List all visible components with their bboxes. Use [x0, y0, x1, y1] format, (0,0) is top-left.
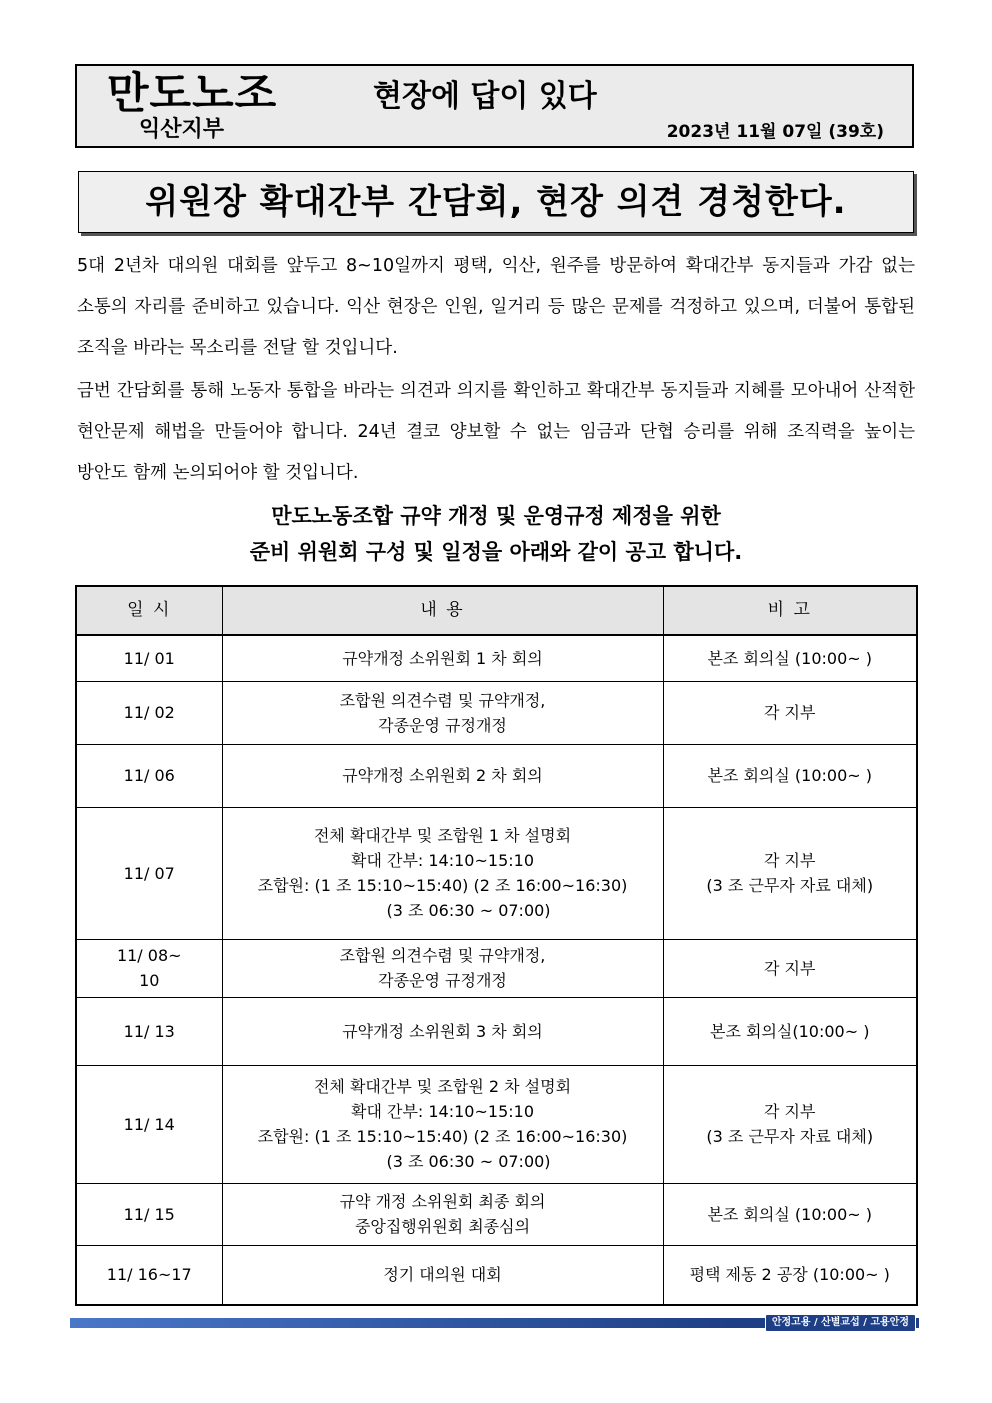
cell-content [222, 997, 663, 1065]
cell-content-line: 규약개정 소위원회 3 차 회의 [342, 1021, 543, 1041]
cell-date [76, 1065, 222, 1183]
cell-content-line: (3 조 06:30 ~ 07:00) [386, 1152, 551, 1171]
cell-note [663, 997, 917, 1065]
cell-date [76, 939, 222, 997]
table-row [76, 681, 917, 744]
cell-date [76, 997, 222, 1065]
cell-note-line: 본조 회의실 (10:00~ ) [707, 1204, 873, 1224]
cell-note [663, 635, 917, 681]
cell-date-line: 11/ 16~17 [106, 1265, 192, 1285]
table-row [76, 744, 917, 807]
cell-content-line: 확대 간부: 14:10~15:10 [350, 1102, 534, 1121]
cell-note-line: 본조 회의실(10:00~ ) [710, 1021, 870, 1041]
table-row [76, 997, 917, 1065]
table-row [76, 635, 917, 681]
cell-date-line: 11/ 02 [123, 703, 175, 722]
cell-content-line: 규약개정 소위원회 2 차 회의 [342, 766, 543, 785]
cell-content [222, 635, 663, 681]
cell-note-line: 본조 회의실 (10:00~ ) [707, 766, 873, 785]
issue-date: 2023년 11월 07일 (39호) [666, 122, 884, 142]
cell-content-line: 조합원: (1 조 15:10~15:40) (2 조 16:00~16:30) [257, 1127, 628, 1146]
cell-note-line: (3 조 근무자 자료 대체) [706, 876, 874, 895]
cell-content-line: 정기 대의원 대회 [383, 1265, 502, 1285]
notice-line-2: 준비 위원회 구성 및 일정을 아래와 같이 공고 합니다. [249, 540, 743, 564]
cell-date-line: 11/ 14 [123, 1114, 175, 1134]
cell-content-line: 중앙집행위원회 최종심의 [354, 1217, 531, 1236]
cell-date-line: 11/ 15 [123, 1204, 175, 1224]
cell-content-line: 전체 확대간부 및 조합원 2 차 설명회 [313, 1077, 572, 1096]
masthead-slogan: 현장에 답이 있다 [373, 79, 597, 114]
cell-content-line: 규약 개정 소위원회 최종 회의 [339, 1192, 546, 1211]
cell-content-line: 전체 확대간부 및 조합원 1 차 설명회 [313, 826, 572, 845]
cell-note [663, 744, 917, 807]
cell-content-line: 조합원 의견수렴 및 규약개정, [339, 946, 546, 965]
schedule-body [76, 635, 917, 1305]
cell-note [663, 1183, 917, 1245]
cell-note [663, 807, 917, 939]
cell-content-line: 조합원: (1 조 15:10~15:40) (2 조 16:00~16:30) [257, 876, 628, 895]
cell-content-line: 확대 간부: 14:10~15:10 [350, 851, 534, 870]
cell-content [222, 939, 663, 997]
header-note: 비 고 [663, 586, 917, 635]
header-content: 내 용 [222, 586, 663, 635]
footer-bar [70, 1318, 919, 1328]
cell-content-line: 조합원 의견수렴 및 규약개정, [339, 690, 546, 710]
cell-date [76, 744, 222, 807]
cell-content [222, 744, 663, 807]
cell-date-line: 11/ 06 [123, 766, 175, 785]
cell-note-line: 각 지부 [764, 1102, 816, 1121]
cell-content [222, 1245, 663, 1305]
cell-content-line: 각종운영 규정개정 [378, 715, 507, 735]
cell-content [222, 1065, 663, 1183]
cell-note-line: (3 조 근무자 자료 대체) [706, 1127, 874, 1146]
cell-date-line: 11/ 01 [123, 648, 175, 668]
headline-box [78, 171, 914, 233]
cell-content [222, 1183, 663, 1245]
cell-note-line: 각 지부 [764, 703, 816, 722]
cell-date-line: 11/ 13 [123, 1021, 175, 1041]
cell-note-line: 본조 회의실 (10:00~ ) [707, 648, 873, 668]
cell-note-line: 각 지부 [764, 851, 816, 870]
cell-note-line: 각 지부 [764, 958, 816, 978]
paragraph-1: 5대 2년차 대의원 대회를 앞두고 8~10일까지 평택, 익산, 원주를 방문하여 확대간부 동지들과 가감 없는 소통의 자리를 준비하고 있습니다. 익산 현장은 인원, 일거리 등 많은 문제를 걱정하고 있으며, 더불어 통합된 조직을 바라는 목소리를 전달 할 것입니다. [77, 256, 915, 358]
table-row [76, 939, 917, 997]
cell-content-line: 각종운영 규정개정 [378, 971, 507, 990]
cell-date [76, 807, 222, 939]
branch-name: 익산지부 [139, 117, 225, 142]
paragraph-2: 금번 간담회를 통해 노동자 통합을 바라는 의견과 의지를 확인하고 확대간부 동지들과 지혜를 모아내어 산적한 현안문제 해법을 만들어야 합니다. 24년 결코 양보할 수 없는 임금과 단협 승리를 위해 조직력을 높이는 방안도 함께 논의되어야 할 것입니다. [77, 381, 915, 483]
cell-date-line: 11/ 07 [123, 863, 175, 883]
table-row [76, 1065, 917, 1183]
cell-note [663, 1245, 917, 1305]
cell-date-line: 10 [139, 971, 160, 990]
table-row [76, 807, 917, 939]
cell-content-line: 규약개정 소위원회 1 차 회의 [342, 648, 543, 668]
table-row [76, 1245, 917, 1305]
cell-note [663, 939, 917, 997]
cell-note-line: 평택 제동 2 공장 (10:00~ ) [689, 1265, 890, 1285]
cell-note [663, 681, 917, 744]
table-header-row [76, 586, 917, 635]
footer-slogan: 안정고용 / 산별교섭 / 고용안정 [765, 1314, 916, 1332]
header-date: 일 시 [76, 586, 222, 635]
org-name: 만도노조 [107, 69, 278, 119]
cell-content-line: (3 조 06:30 ~ 07:00) [386, 901, 551, 920]
headline: 위원장 확대간부 간담회, 현장 의견 경청한다. [145, 182, 847, 222]
cell-content [222, 807, 663, 939]
cell-date [76, 681, 222, 744]
schedule-table [75, 585, 918, 1306]
cell-date-line: 11/ 08~ [116, 946, 182, 965]
masthead [75, 64, 914, 148]
cell-content [222, 681, 663, 744]
cell-date [76, 635, 222, 681]
cell-date [76, 1183, 222, 1245]
table-row [76, 1183, 917, 1245]
cell-date [76, 1245, 222, 1305]
cell-note [663, 1065, 917, 1183]
notice-line-1: 만도노동조합 규약 개정 및 운영규정 제정을 위한 [271, 504, 721, 528]
